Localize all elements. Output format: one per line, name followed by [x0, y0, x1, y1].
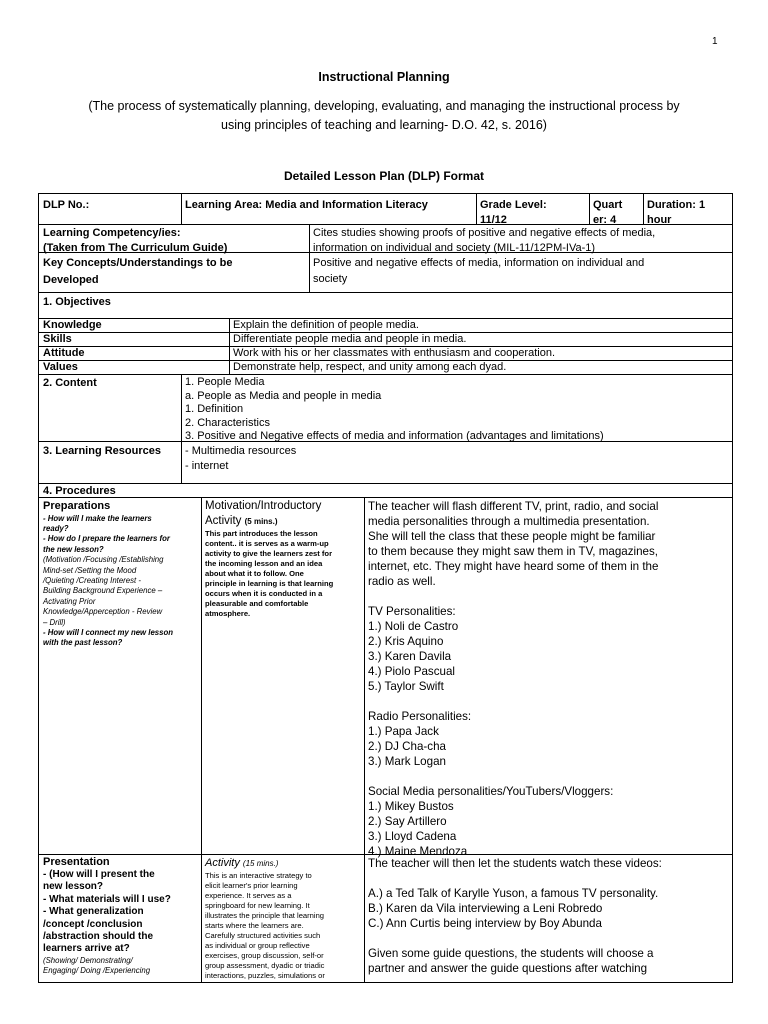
objective-skills-value: Differentiate people media and people in media.: [233, 333, 467, 345]
desc-line: starts where the learners are.: [205, 921, 304, 930]
desc-line: springboard for new learning. It: [205, 901, 310, 910]
preparations-line: ready?: [43, 523, 69, 533]
desc-line: as individual or group reflective: [205, 941, 310, 950]
presentation-line: learners arrive at?: [43, 943, 130, 955]
preparations-line: (Motivation /Focusing /Establishing: [43, 555, 164, 565]
subtitle-line: using principles of teaching and learning- D.O. 42, s. 2016): [221, 118, 547, 132]
content-item: a. People as Media and people in media: [185, 389, 382, 402]
radio-personalities-heading: Radio Personalities:: [368, 710, 472, 723]
preparations-line: /Quieting /Creating Interest -: [43, 575, 141, 585]
preparations-line: with the past lesson?: [43, 638, 123, 648]
desc-line: group assessment, dyadic or triadic: [205, 961, 325, 970]
presentation-note-line: (Showing/ Demonstrating/: [43, 955, 133, 965]
presentation-guide: [39, 855, 201, 978]
presentation-text-line: The teacher will then let the students watch these videos:: [368, 857, 662, 870]
intro-line: The teacher will flash different TV, print, radio, and social: [368, 500, 659, 513]
preparations-line: - How do I prepare the learners for: [43, 534, 170, 544]
tv-personality: 5.) Taylor Swift: [368, 680, 444, 693]
presentation-note-line: Engaging/ Doing /Experiencing: [43, 966, 151, 976]
grade-level-value: 11/12: [480, 213, 507, 226]
motivation-teacher-notes: [364, 498, 732, 860]
motivation-activity-title: Motivation/Introductory: [205, 500, 322, 512]
presentation-teacher-notes: [364, 855, 732, 977]
preparations-line: the new lesson?: [43, 544, 104, 554]
resource-item: - Multimedia resources: [185, 445, 297, 457]
quarter-line: Quart: [593, 199, 623, 211]
content-label: 2. Content: [43, 377, 97, 389]
motivation-activity-description: [205, 529, 360, 619]
preparations-line: Mind-set /Setting the Mood: [43, 565, 137, 575]
objective-attitude-label: Attitude: [43, 347, 85, 359]
objective-knowledge-label: Knowledge: [43, 319, 102, 331]
objective-skills-label: Skills: [43, 333, 72, 345]
preparations-line: - How will I connect my new lesson: [43, 627, 173, 637]
desc-line: This is an interactive strategy to: [205, 871, 312, 880]
duration-line: Duration: 1: [647, 199, 706, 211]
subtitle-line: (The process of systematically planning, developing, evaluating, and managing the instructional process by: [88, 99, 680, 113]
lesson-plan-table: [38, 193, 733, 983]
intro-line: media personalities through a multimedia presentation.: [368, 515, 650, 528]
competency-label: [39, 225, 309, 256]
presentation-activity-title: Activity: [205, 857, 240, 869]
presentation-activity-description: [205, 871, 360, 981]
preparations-line: Knowledge/Apperception - Review: [43, 607, 163, 617]
desc-line: interactions, puzzles, simulations or: [205, 971, 325, 980]
desc-line: activity to give the learners zest for: [205, 549, 333, 558]
competency-label-line: (Taken from The Curriculum Guide): [43, 241, 228, 254]
video-item: B.) Karen da Vila interviewing a Leni Robredo: [368, 902, 603, 915]
preparations-questions: [43, 514, 197, 649]
objectives-heading: 1. Objectives: [43, 296, 111, 308]
intro-line: internet, etc. They might have heard some of them in the: [368, 560, 659, 573]
content-item: 3. Positive and Negative effects of media and information (advantages and limitations): [185, 430, 604, 442]
presentation-text-line: partner and answer the guide questions after watching: [368, 962, 648, 975]
radio-personality: 3.) Mark Logan: [368, 755, 446, 768]
resources-list: [181, 443, 732, 474]
video-item: C.) Ann Curtis being interview by Boy Abunda: [368, 917, 602, 930]
desc-line: exercises, group discussion, self-or: [205, 951, 324, 960]
presentation-note: [43, 956, 197, 977]
desc-line: illustrates the principle that learning: [205, 911, 325, 920]
social-media-personality: 3.) Lloyd Cadena: [368, 830, 457, 843]
desc-line: atmosphere.: [205, 609, 251, 618]
tv-personality: 1.) Noli de Castro: [368, 620, 459, 633]
key-concepts-value: [309, 254, 732, 288]
preparations-line: – Drill): [43, 617, 66, 627]
tv-personality: 2.) Kris Aquino: [368, 635, 444, 648]
presentation-line: /concept /conclusion: [43, 918, 143, 930]
motivation-activity-name: Activity: [205, 515, 242, 527]
subtitle: [50, 97, 718, 135]
duration-line: hour: [647, 213, 672, 226]
key-concepts-label-line: Key Concepts/Understandings to be: [43, 257, 233, 269]
key-concepts-value-line: Positive and negative effects of media, information on individual and: [313, 257, 645, 269]
desc-line: principle in learning is that learning: [205, 579, 334, 588]
social-media-personality: 4.) Maine Mendoza: [368, 845, 468, 858]
social-media-personality: 1.) Mikey Bustos: [368, 800, 454, 813]
competency-value: [309, 225, 732, 256]
preparations-guide: [39, 498, 201, 650]
page-number: 1: [712, 36, 718, 47]
preparations-line: Activating Prior: [43, 596, 96, 606]
key-concepts-label-line: Developed: [43, 274, 99, 286]
key-concepts-label: [39, 254, 309, 290]
key-concepts-value-line: society: [313, 273, 348, 285]
duration: [643, 197, 732, 228]
motivation-activity-title-line2: [205, 514, 360, 529]
content-item: 2. Characteristics: [185, 416, 270, 429]
quarter: [589, 197, 643, 228]
motivation-activity-time: (5 mins.): [244, 517, 278, 526]
dlp-number-label: DLP No.:: [43, 199, 90, 211]
competency-label-line: Learning Competency/ies:: [43, 227, 181, 239]
presentation-questions: [43, 869, 197, 956]
objective-values-value: Demonstrate help, respect, and unity among each dyad.: [233, 361, 507, 373]
radio-personality: 2.) DJ Cha-cha: [368, 740, 446, 753]
social-media-personality: 2.) Say Artillero: [368, 815, 447, 828]
desc-line: about what it to follow. One: [205, 569, 304, 578]
procedures-heading: 4. Procedures: [43, 485, 116, 497]
preparations-line: Building Background Experience –: [43, 586, 163, 596]
presentation-line: - (How will I present the: [43, 869, 155, 880]
presentation-activity: [201, 855, 364, 982]
intro-line: radio as well.: [368, 575, 436, 588]
tv-personality: 4.) Piolo Pascual: [368, 665, 455, 678]
presentation-text-line: Given some guide questions, the students will choose a: [368, 947, 654, 960]
competency-value-line: Cites studies showing proofs of positive and negative effects of media,: [313, 227, 656, 239]
page-title: Instructional Planning: [318, 70, 450, 84]
desc-line: This part introduces the lesson: [205, 529, 318, 538]
presentation-line: new lesson?: [43, 881, 104, 893]
desc-line: Carefully structured activities such: [205, 931, 321, 940]
competency-value-line: information on individual and society (MIL-11/12PM-IVa-1): [313, 241, 596, 254]
objective-values-label: Values: [43, 361, 78, 373]
tv-personalities-heading: TV Personalities:: [368, 605, 456, 618]
presentation-line: - What materials will I use?: [43, 893, 171, 905]
desc-line: content.. it is serves as a warm-up: [205, 539, 329, 548]
quarter-line: er: 4: [593, 213, 617, 226]
presentation-line: - What generalization: [43, 906, 144, 918]
objective-knowledge-value: Explain the definition of people media.: [233, 319, 419, 331]
presentation-label: Presentation: [43, 856, 110, 868]
presentation-activity-time: (15 mins.): [242, 859, 279, 868]
presentation-line: /abstraction should the: [43, 931, 154, 943]
desc-line: occurs when it is conducted in a: [205, 589, 323, 598]
intro-line: to them because they might saw them in TV, magazines,: [368, 545, 658, 558]
resources-label: 3. Learning Resources: [43, 445, 161, 457]
motivation-activity: [201, 498, 364, 620]
learning-area: Learning Area: Media and Information Literacy: [185, 199, 428, 211]
objective-attitude-value: Work with his or her classmates with enthusiasm and cooperation.: [233, 347, 555, 359]
video-item: A.) a Ted Talk of Karylle Yuson, a famous TV personality.: [368, 887, 659, 900]
grade-level-label: Grade Level:: [480, 199, 547, 211]
desc-line: the incoming lesson and an idea: [205, 559, 323, 568]
radio-personality: 1.) Papa Jack: [368, 725, 439, 738]
content-item: 1. Definition: [185, 403, 244, 415]
resource-item: - internet: [185, 459, 229, 472]
tv-personality: 3.) Karen Davila: [368, 650, 452, 663]
preparations-line: - How will I make the learners: [43, 513, 152, 523]
content-list: [181, 375, 732, 445]
desc-line: pleasurable and comfortable: [205, 599, 309, 608]
content-item: 1. People Media: [185, 376, 265, 388]
presentation-activity-title-line: [205, 856, 360, 871]
grade-level: [476, 197, 589, 228]
dlp-format-title: Detailed Lesson Plan (DLP) Format: [283, 169, 485, 183]
preparations-label: Preparations: [43, 500, 111, 512]
intro-line: She will tell the class that these people might be familiar: [368, 530, 656, 543]
social-media-heading: Social Media personalities/YouTubers/Vloggers:: [368, 785, 614, 798]
desc-line: experience. It serves as a: [205, 891, 292, 900]
desc-line: elicit learner's prior learning: [205, 881, 298, 890]
